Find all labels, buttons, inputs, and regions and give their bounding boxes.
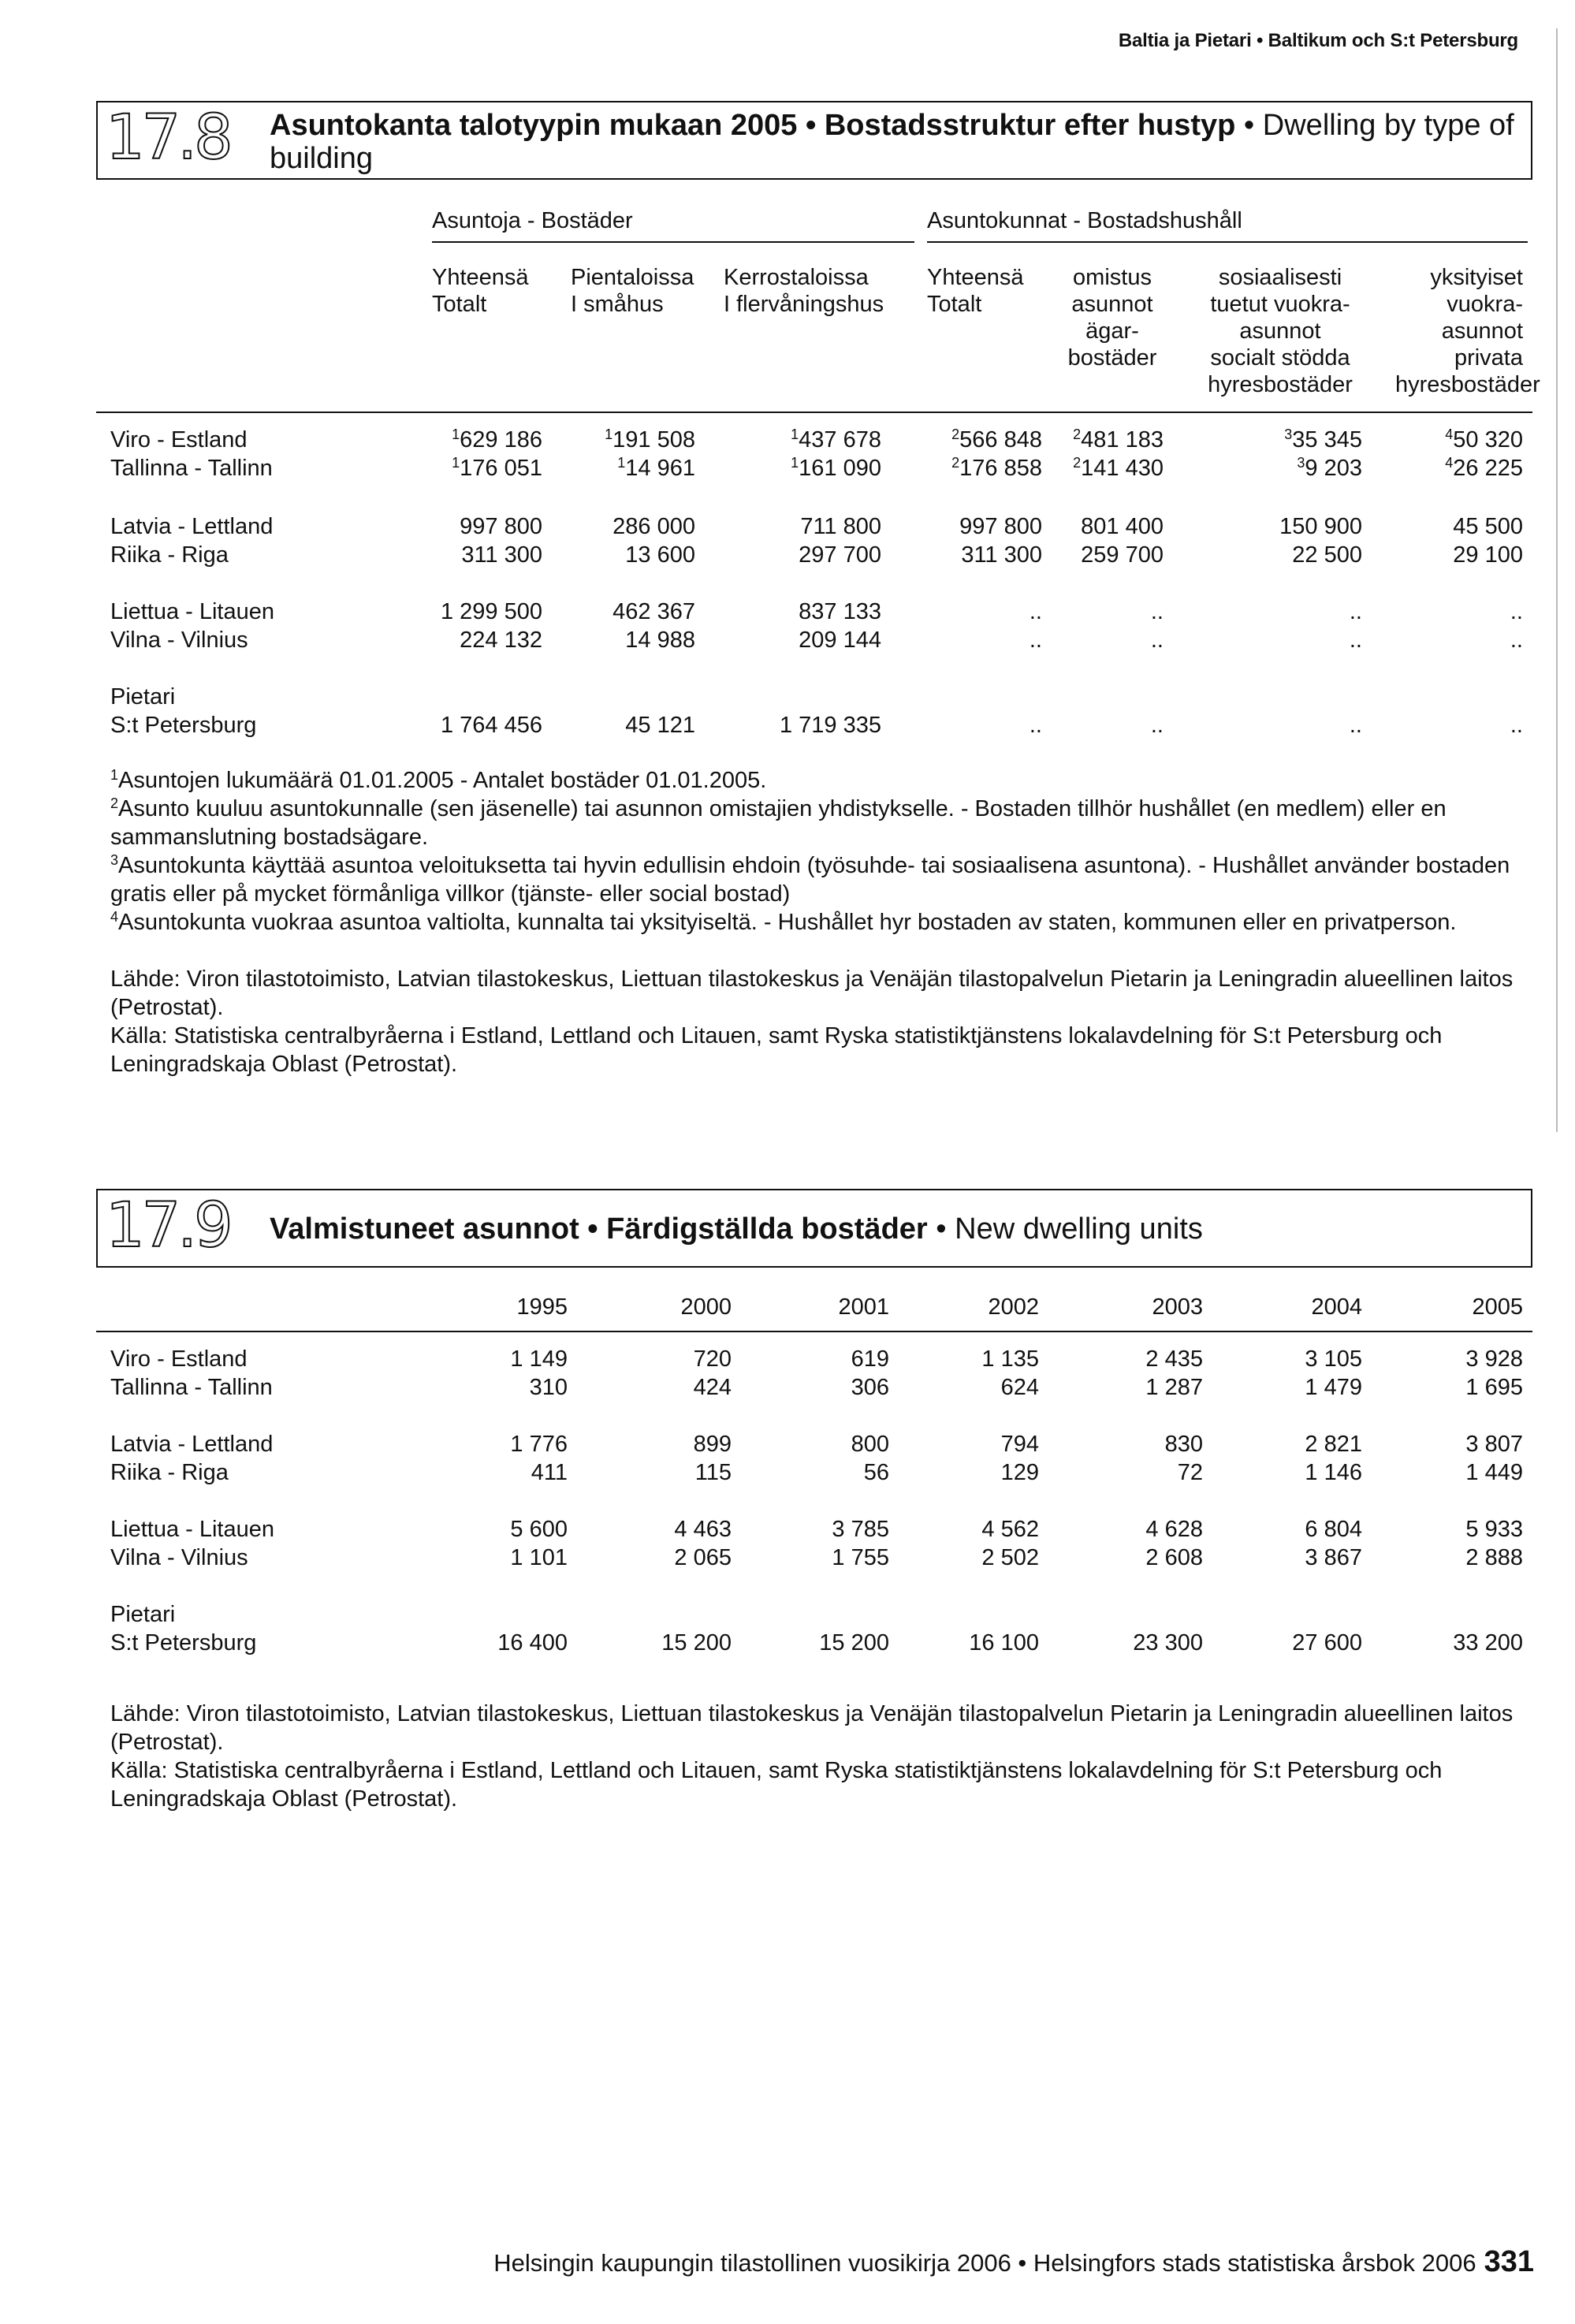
footnote-2: $^2$Asunto kuuluu asuntokunnalle (sen jäsenelle) tai asunnon omistajien yhdistykselle. - Bostaden tillhör hushållet (en medlem) eller en sammanslutning bostadsägare. [110,795,1447,850]
row-label: Vilna - Vilnius [110,1545,248,1570]
column-header-line: I flervåningshus [724,292,884,317]
cell-value: .. [1029,628,1042,653]
column-header-line: Kerrostaloissa [724,265,869,290]
table-cell [959,626,1164,654]
table-cell [490,598,695,626]
cell-value: .. [1349,599,1362,624]
table-cell: 4 628 [1145,1517,1203,1542]
table-cell: 4 463 [674,1517,732,1542]
table-cell: 2 435 [1145,1346,1203,1372]
row-label: Vilna - Vilnius [110,628,248,653]
cell-value: 35 345 [1292,427,1362,453]
cell-value: 50 320 [1453,427,1523,453]
year-header: 1995 [516,1294,568,1320]
footnote-marker: 2 [1073,426,1082,442]
table-cell: 1 776 [510,1432,568,1457]
table-cell [490,541,695,569]
table-17-9-title-box [96,1189,1532,1268]
cell-value: 259 700 [1081,542,1164,568]
table-cell: 27 600 [1292,1630,1362,1655]
footnote-marker: 2 [951,455,960,471]
table-cell: 1 146 [1305,1460,1362,1485]
cell-value: 481 183 [1081,427,1164,453]
table-cell [490,512,695,541]
table-cell: 624 [1000,1375,1039,1400]
table-cell [1318,512,1523,541]
column-header-line: privata [1454,345,1523,371]
table-17-8-header-rule [96,412,1532,413]
cell-value: .. [1510,599,1523,624]
column-header-line: ägar- [1085,318,1139,344]
table-cell [1318,598,1523,626]
column-header-line: Yhteensä [432,265,529,290]
table-17-8-title-rest: • Dwelling by type of building [270,109,1514,175]
cell-value: 45 121 [625,713,695,738]
column-header-line: asunnot [1441,318,1523,344]
cell-value: 801 400 [1081,514,1164,539]
cell-value: 297 700 [799,542,881,568]
column-header-line: Totalt [927,292,982,317]
cell-value: .. [1029,599,1042,624]
footnote-marker: 3 [1284,426,1293,442]
table-cell: 2 821 [1305,1432,1362,1457]
table-cell [959,541,1164,569]
row-label: Viro - Estland [110,1346,248,1372]
table-cell: 800 [851,1432,889,1457]
cell-value: 711 800 [800,514,881,539]
footnote-marker: 1 [452,455,460,471]
cell-value: 191 508 [612,427,695,453]
table-17-8-footnotes [110,766,1529,1078]
group-rule-dwellings [432,241,914,243]
table-cell: 1 135 [981,1346,1039,1372]
table-cell [1318,626,1523,654]
table-cell [959,426,1164,454]
cell-value: 29 100 [1453,542,1523,568]
table-cell: 2 608 [1145,1545,1203,1570]
column-header-line: vuokra- [1447,292,1523,317]
cell-value: 141 430 [1081,456,1164,481]
table-17-9-source-fi: Lähde: Viron tilastotoimisto, Latvian tilastokeskus, Liettuan tilastokeskus ja Venäjän tilastopalvelun Pietarin ja Leningradin alueellinen laitos (Petrostat). [110,1701,1514,1755]
table-cell: 6 804 [1305,1517,1362,1542]
table-cell [959,598,1164,626]
table-cell: 16 400 [497,1630,568,1655]
table-cell: 1 449 [1465,1460,1523,1485]
table-cell [490,426,695,454]
column-header-line: Pientaloissa [571,265,694,290]
year-header: 2003 [1152,1294,1203,1320]
footnote-marker: 4 [1445,426,1454,442]
table-cell [959,512,1164,541]
cell-value: .. [1150,628,1164,653]
table-cell: 2 888 [1465,1545,1523,1570]
table-cell [959,711,1164,739]
column-header-line: Totalt [432,292,487,317]
cell-value: 14 961 [625,456,695,481]
table-17-9-sources [110,1700,1529,1813]
table-cell: 899 [693,1432,732,1457]
table-cell: 2 502 [981,1545,1039,1570]
column-header-line: asunnot [1071,292,1153,317]
row-label: Tallinna - Tallinn [110,1375,273,1400]
table-cell: 15 200 [819,1630,889,1655]
cell-value: .. [1510,713,1523,738]
footnote-marker: 2 [1073,455,1082,471]
table-cell: 1 695 [1465,1375,1523,1400]
table-17-8-source-fi: Lähde: Viron tilastotoimisto, Latvian tilastokeskus, Liettuan tilastokeskus ja Venäjän tilastopalvelun Pietarin ja Leningradin alueellinen laitos (Petrostat). [110,966,1514,1020]
column-header-line: hyresbostäder [1395,372,1540,397]
table-cell: 306 [851,1375,889,1400]
table-17-9-title [270,1212,1515,1246]
row-label: Riika - Riga [110,542,229,568]
group-header-households: Asuntokunnat - Bostadshushåll [927,208,1242,233]
cell-value: 26 225 [1453,456,1523,481]
footnote-marker: 1 [617,455,626,471]
cell-value: 1 764 456 [440,713,542,738]
table-cell [1318,426,1523,454]
table-cell [490,454,695,482]
table-17-9-number: 17.9 [106,1190,230,1261]
table-cell: 33 200 [1453,1630,1523,1655]
cell-value: 22 500 [1292,542,1362,568]
table-cell: 1 149 [510,1346,568,1372]
table-cell: 310 [529,1375,568,1400]
footer-text: Helsingin kaupungin tilastollinen vuosikirja 2006 • Helsingfors stads statistiska årsbok 2006 [493,2249,1476,2277]
footnote-marker: 1 [605,426,613,442]
year-header: 2004 [1311,1294,1362,1320]
row-label: Latvia - Lettland [110,1432,274,1457]
footnote-4: $^4$Asuntokunta vuokraa asuntoa valtiolta, kunnalta tai yksityiseltä. - Hushållet hyr bostaden av staten, kommunen eller en privatperson. [110,909,1457,935]
table-cell: 1 101 [510,1545,568,1570]
cell-value: 462 367 [612,599,695,624]
year-header: 2005 [1472,1294,1523,1320]
footnote-marker: 3 [1297,455,1305,471]
row-label: S:t Petersburg [110,1630,257,1655]
column-header-line: bostäder [1067,345,1157,371]
row-label: S:t Petersburg [110,713,257,738]
table-cell: 5 600 [510,1517,568,1542]
cell-value: 161 090 [799,456,881,481]
table-17-8-number: 17.8 [106,102,230,173]
footnote-1: $^1$Asuntojen lukumäärä 01.01.2005 - Antalet bostäder 01.01.2005. [110,767,767,793]
cell-value: 997 800 [460,514,542,539]
column-header-line: sosiaalisesti [1218,265,1342,290]
table-cell: 411 [531,1460,568,1485]
table-cell: 2 065 [674,1545,732,1570]
table-cell [490,626,695,654]
table-17-9-title-rest: • New dwelling units [927,1212,1203,1246]
table-cell: 3 785 [832,1517,889,1542]
table-cell: 619 [851,1346,889,1372]
row-label: Riika - Riga [110,1460,229,1485]
cell-value: .. [1150,599,1164,624]
cell-value: 14 988 [625,628,695,653]
table-cell: 72 [1177,1460,1203,1485]
table-cell: 129 [1000,1460,1039,1485]
row-label: Pietari [110,1602,176,1627]
cell-value: 997 800 [959,514,1042,539]
cell-value: .. [1349,713,1362,738]
year-header: 2001 [838,1294,889,1320]
table-cell [1318,711,1523,739]
group-rule-households [927,241,1528,243]
cell-value: 9 203 [1305,456,1362,481]
footnote-marker: 4 [1445,455,1454,471]
footnote-marker: 1 [791,455,799,471]
cell-value: .. [1510,628,1523,653]
cell-value: 437 678 [799,427,881,453]
table-cell: 3 105 [1305,1346,1362,1372]
table-cell: 4 562 [981,1517,1039,1542]
table-cell [959,454,1164,482]
table-cell [1318,454,1523,482]
cell-value: 45 500 [1453,514,1523,539]
cell-value: 176 051 [460,456,542,481]
column-header-line: omistus [1073,265,1152,290]
footnote-3: $^3$Asuntokunta käyttää asuntoa veloituksetta tai hyvin edullisin ehdoin (työsuhde- tai sosiaalisena asuntona). - Hushållet använder bostaden gratis eller på mycket förmånliga villkor (tjänste- eller social bostad) [110,852,1510,907]
row-label: Liettua - Litauen [110,599,274,624]
table-cell: 5 933 [1465,1517,1523,1542]
table-17-8-title [270,109,1515,175]
table-cell: 794 [1000,1432,1039,1457]
row-label: Liettua - Litauen [110,1517,274,1542]
table-cell: 16 100 [969,1630,1039,1655]
cell-value: 224 132 [460,628,542,653]
footnote-marker: 2 [951,426,960,442]
cell-value: 13 600 [625,542,695,568]
cell-value: 1 299 500 [440,599,542,624]
cell-value: .. [1029,713,1042,738]
column-header-line: Yhteensä [927,265,1024,290]
table-cell: 830 [1164,1432,1203,1457]
row-label: Viro - Estland [110,427,248,453]
row-label: Tallinna - Tallinn [110,456,273,481]
running-head: Baltia ja Pietari • Baltikum och S:t Petersburg [1118,30,1518,51]
column-header-line: hyresbostäder [1208,372,1353,397]
year-header: 2002 [988,1294,1039,1320]
page-edge-line [1556,28,1558,1132]
row-label: Pietari [110,684,176,709]
page-footer [493,2245,1534,2279]
cell-value: 150 900 [1279,514,1362,539]
table-cell [1318,541,1523,569]
cell-value: 629 186 [460,427,542,453]
cell-value: 311 300 [461,542,542,568]
row-label: Latvia - Lettland [110,514,274,539]
table-cell: 3 928 [1465,1346,1523,1372]
table-cell: 15 200 [661,1630,732,1655]
footnote-marker: 1 [452,426,460,442]
table-17-9-source-sv: Källa: Statistiska centralbyråerna i Estland, Lettland och Litauen, samt Ryska statistiktjänstens lokalavdelning för S:t Petersburg och Leningradskaja Oblast (Petrostat). [110,1758,1443,1812]
table-cell: 1 755 [832,1545,889,1570]
table-cell: 56 [863,1460,889,1485]
column-header-line: asunnot [1239,318,1321,344]
group-header-dwellings: Asuntoja - Bostäder [432,208,633,233]
column-header-line: yksityiset [1430,265,1523,290]
table-cell: 115 [694,1460,732,1485]
table-cell [490,711,695,739]
footnote-marker: 1 [791,426,799,442]
table-cell: 424 [693,1375,732,1400]
cell-value: .. [1150,713,1164,738]
table-cell: 23 300 [1133,1630,1203,1655]
page-number: 331 [1484,2245,1534,2278]
cell-value: 286 000 [612,514,695,539]
column-header-line: socialt stödda [1210,345,1350,371]
cell-value: 1 719 335 [779,713,881,738]
cell-value: 311 300 [961,542,1042,568]
cell-value: 209 144 [799,628,881,653]
table-17-8-title-box [96,101,1532,180]
table-17-9-title-bold: Valmistuneet asunnot • Färdigställda bostäder [270,1212,928,1246]
cell-value: 837 133 [799,599,881,624]
cell-value: 176 858 [959,456,1042,481]
table-17-8-source-sv: Källa: Statistiska centralbyråerna i Estland, Lettland och Litauen, samt Ryska statistiktjänstens lokalavdelning för S:t Petersburg och Leningradskaja Oblast (Petrostat). [110,1023,1443,1077]
table-cell: 3 867 [1305,1545,1362,1570]
table-cell: 1 287 [1145,1375,1203,1400]
column-header-line: tuetut vuokra- [1210,292,1350,317]
year-header: 2000 [680,1294,732,1320]
table-17-8-title-bold: Asuntokanta talotyypin mukaan 2005 • Bostadsstruktur efter hustyp [270,109,1236,142]
cell-value: 566 848 [959,427,1042,453]
table-cell: 720 [693,1346,732,1372]
table-17-9-header-rule [96,1331,1532,1332]
table-cell: 1 479 [1305,1375,1362,1400]
cell-value: .. [1349,628,1362,653]
table-cell: 3 807 [1465,1432,1523,1457]
column-header-line: I småhus [571,292,664,317]
